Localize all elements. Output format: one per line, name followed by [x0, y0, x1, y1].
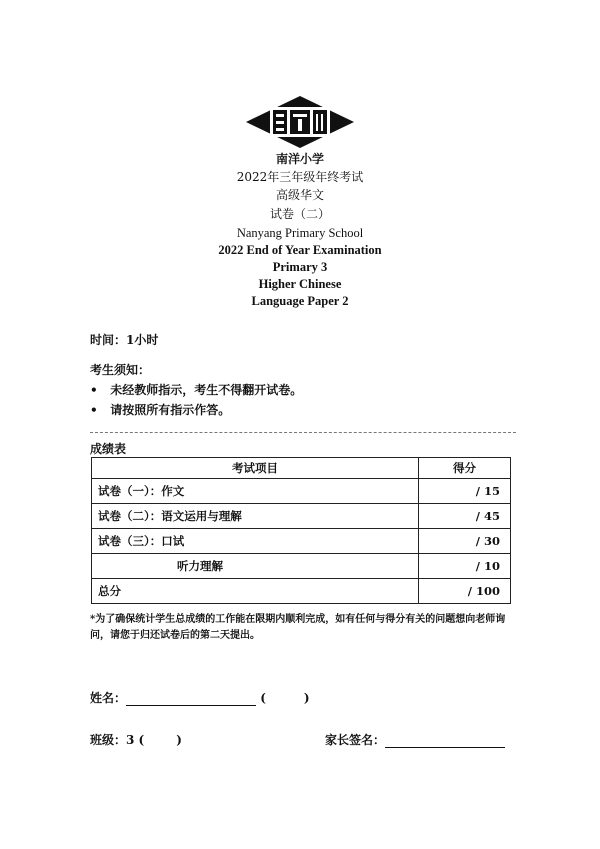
- name-paren-close: ): [303, 691, 310, 705]
- score-item: 试卷（二）：语文运用与理解: [92, 504, 419, 529]
- score-item: 听力理解: [92, 554, 419, 579]
- paper-en: Language Paper 2: [251, 294, 349, 308]
- bullet-icon: •: [90, 383, 98, 397]
- score-item: 总分: [92, 579, 419, 604]
- exam-duration: 时间：1小时: [90, 333, 159, 347]
- school-logo: [246, 96, 354, 148]
- column-header-item: 考试项目: [92, 458, 419, 479]
- column-header-score: 得分: [419, 458, 511, 479]
- name-label: 姓名：: [90, 691, 127, 705]
- paper-cn: 试卷（二）: [269, 207, 330, 221]
- table-row: [92, 579, 511, 604]
- score-value: / 100: [419, 579, 511, 604]
- score-value: / 45: [419, 504, 511, 529]
- class-row: [90, 731, 182, 748]
- exam-title-cn: 2022年三年级年终考试: [236, 170, 364, 184]
- score-value: / 10: [419, 554, 511, 579]
- name-row: [90, 689, 310, 706]
- instruction-text: 请按照所有指示作答。: [110, 403, 231, 417]
- score-table-title: 成绩表: [90, 442, 127, 456]
- school-name-cn: 南洋小学: [275, 152, 324, 166]
- score-item: 试卷（一）：作文: [92, 479, 419, 504]
- table-row: [92, 479, 511, 504]
- instruction-text: 未经教师指示，考生不得翻开试卷。: [110, 383, 303, 397]
- parent-signature-field[interactable]: [385, 747, 505, 748]
- name-paren-open: (: [260, 691, 266, 705]
- table-row: [92, 504, 511, 529]
- table-row: [92, 529, 511, 554]
- divider: [90, 432, 516, 433]
- score-value: / 15: [419, 479, 511, 504]
- subject-cn: 高级华文: [275, 188, 324, 202]
- exam-title-en: 2022 End of Year Examination: [218, 243, 382, 257]
- class-label: 班级：3 (: [90, 733, 145, 747]
- score-value: / 30: [419, 529, 511, 554]
- score-note: *为了确保统计学生总成绩的工作能在限期内顺利完成，如有任何与得分有关的问题想向老师询问，请您于归还试卷后的第二天提出。: [90, 614, 506, 641]
- name-field[interactable]: [126, 705, 256, 706]
- parent-signature-row: [325, 731, 505, 748]
- instruction-item: [90, 381, 302, 398]
- bullet-icon: •: [90, 403, 98, 417]
- subject-en: Higher Chinese: [258, 277, 342, 291]
- score-table: [91, 457, 511, 604]
- level-en: Primary 3: [272, 260, 328, 274]
- school-name-en: Nanyang Primary School: [236, 226, 364, 240]
- instructions-title: 考生须知：: [90, 363, 151, 377]
- table-row: [92, 554, 511, 579]
- table-header-row: [92, 458, 511, 479]
- parent-signature-label: 家长签名：: [325, 733, 386, 747]
- instruction-item: [90, 401, 230, 418]
- class-paren-close: ): [176, 733, 182, 747]
- score-item: 试卷（三）：口试: [92, 529, 419, 554]
